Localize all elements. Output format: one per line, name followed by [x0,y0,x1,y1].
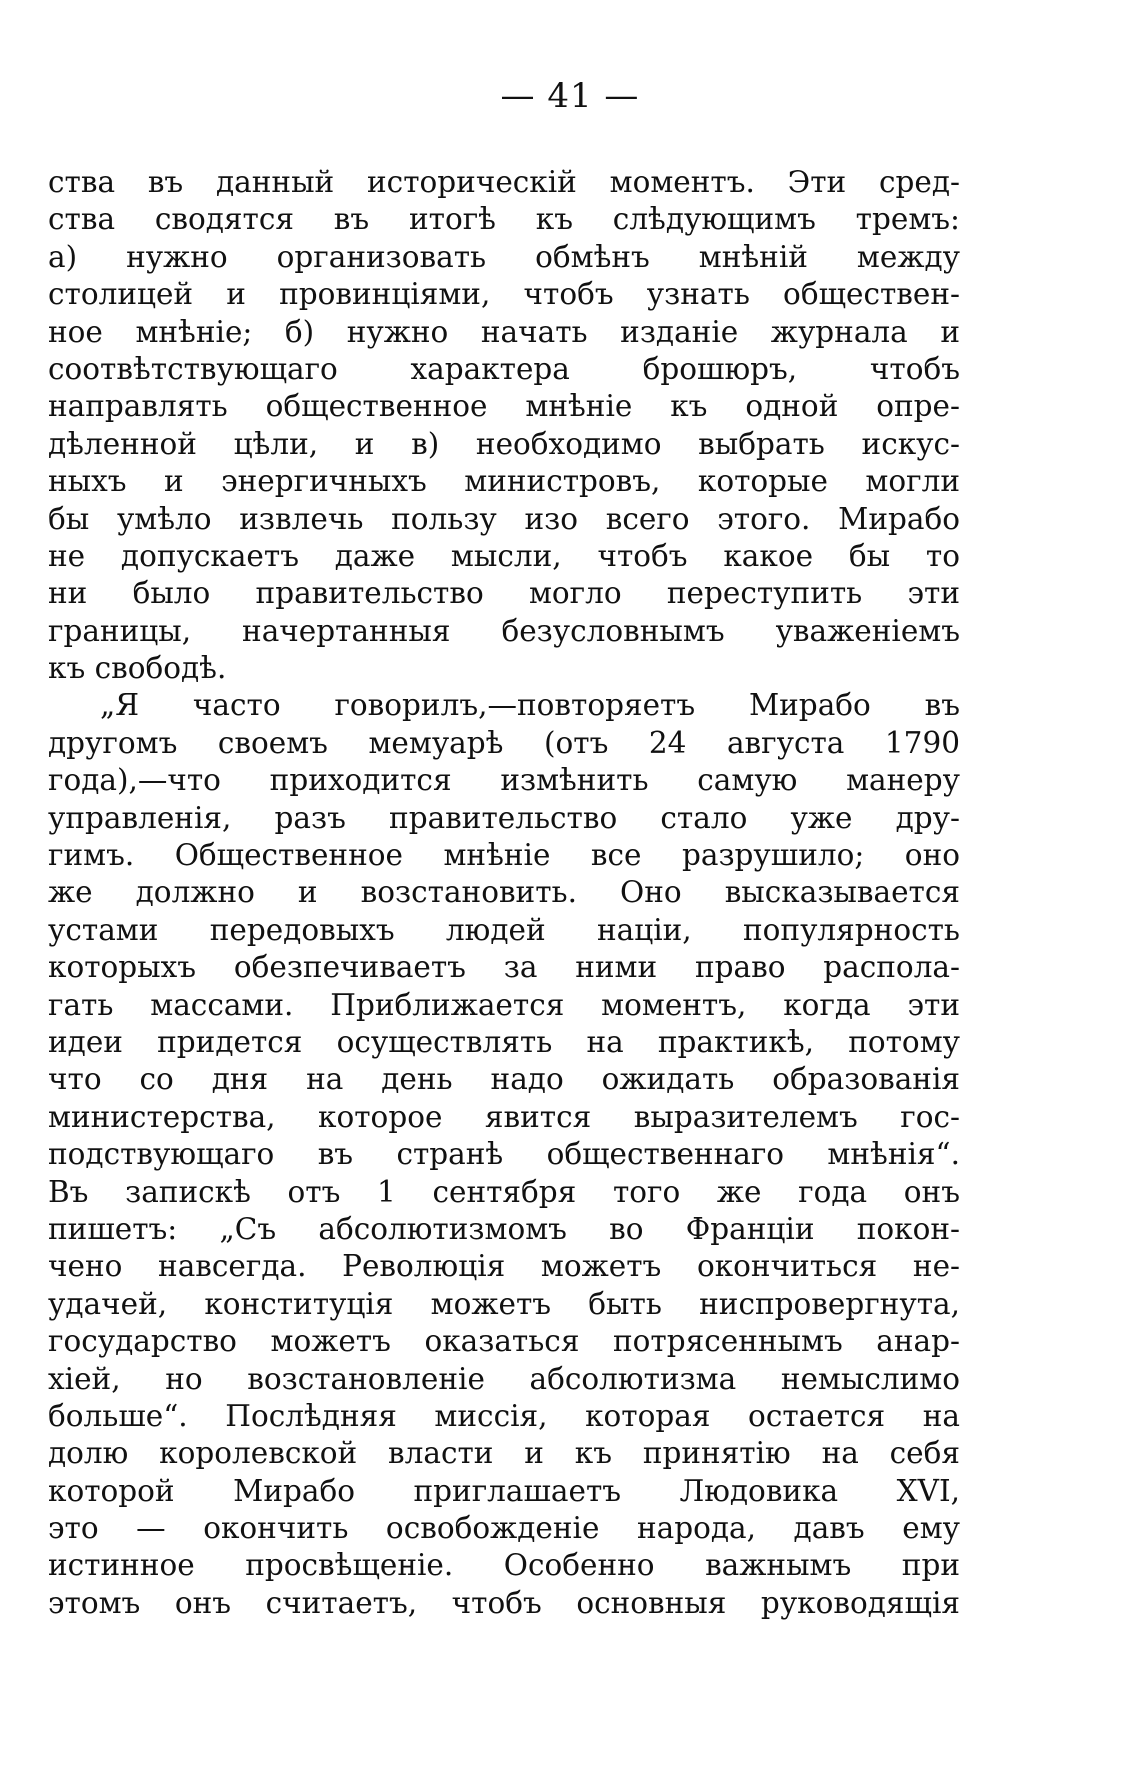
text-line: а) нужно организовать обмѣнъ мнѣній между [48,239,960,274]
text-line: больше“. Послѣдняя миссія, которая остается на [48,1398,960,1433]
text-line: гать массами. Приближается моментъ, когда эти [48,987,960,1022]
text-line: же должно и возстановить. Оно высказывается [48,875,960,910]
text-line: ныхъ и энергичныхъ министровъ, которые могли [48,464,960,499]
text-line: ни было правительство могло переступить эти [48,576,960,611]
text-line: ное мнѣніе; б) нужно начать изданіе журнала и [48,314,960,349]
text-line: другомъ своемъ мемуарѣ (отъ 24 августа 1790 [48,725,960,760]
text-line: подствующаго въ странѣ общественнаго мнѣнія“. [48,1137,960,1172]
text-line: направлять общественное мнѣніе къ одной опре- [48,389,960,424]
text-line: „Я часто говорилъ,—повторяетъ Мирабо въ [100,688,960,723]
text-line: министерства, которое явится выразителемъ гос- [48,1099,960,1134]
text-line: чено навсегда. Революція можетъ окончиться не- [48,1249,960,1284]
text-line: устами передовыхъ людей націи, популярность [48,912,960,947]
text-line: года),—что приходится измѣнить самую манеру [48,763,960,798]
text-line: ства сводятся въ итогѣ къ слѣдующимъ тремъ: [48,202,960,237]
text-line: государство можетъ оказаться потрясеннымъ анар- [48,1324,960,1359]
text-line: идеи придется осуществлять на практикѣ, потому [48,1024,960,1059]
text-line: столицей и провинціями, чтобъ узнать обществен- [48,277,960,312]
text-line: хіей, но возстановленіе абсолютизма немыслимо [48,1361,960,1396]
text-line: къ свободѣ. [48,651,227,686]
text-line: которыхъ обезпечиваетъ за ними право распола- [48,950,960,985]
text-line: Въ запискѣ отъ 1 сентября того же года онъ [48,1174,960,1209]
text-line: долю королевской власти и къ принятію на себя [48,1436,960,1471]
text-line: не допускаетъ даже мысли, чтобъ какое бы то [48,538,960,573]
text-line: границы, начертанныя безусловнымъ уваженіемъ [48,613,960,648]
text-line: пишетъ: „Съ абсолютизмомъ во Франціи покон- [48,1211,960,1246]
text-line: управленія, разъ правительство стало уже дру- [48,800,960,835]
text-line: истинное просвѣщеніе. Особенно важнымъ при [48,1548,960,1583]
text-line: дѣленной цѣли, и в) необходимо выбрать искус- [48,426,960,461]
text-line: гимъ. Общественное мнѣніе все разрушило; оно [48,838,960,873]
body-text [48,164,960,1622]
text-line: что со дня на день надо ожидать образованія [48,1062,960,1097]
page-number: — 41 — [500,76,640,116]
text-line: ства въ данный историческій моментъ. Эти сред- [48,165,960,199]
text-line: бы умѣло извлечь пользу изо всего этого. Мирабо [48,501,960,536]
text-line: удачей, конституція можетъ быть ниспровергнута, [48,1286,960,1321]
text-line: соотвѣтствующаго характера брошюръ, чтобъ [48,351,960,386]
text-line: этомъ онъ считаетъ, чтобъ основныя руководящія [48,1585,960,1620]
text-line: которой Мирабо приглашаетъ Людовика XVI, [48,1473,960,1508]
text-line: это — окончить освобожденіе народа, давъ ему [48,1511,960,1546]
